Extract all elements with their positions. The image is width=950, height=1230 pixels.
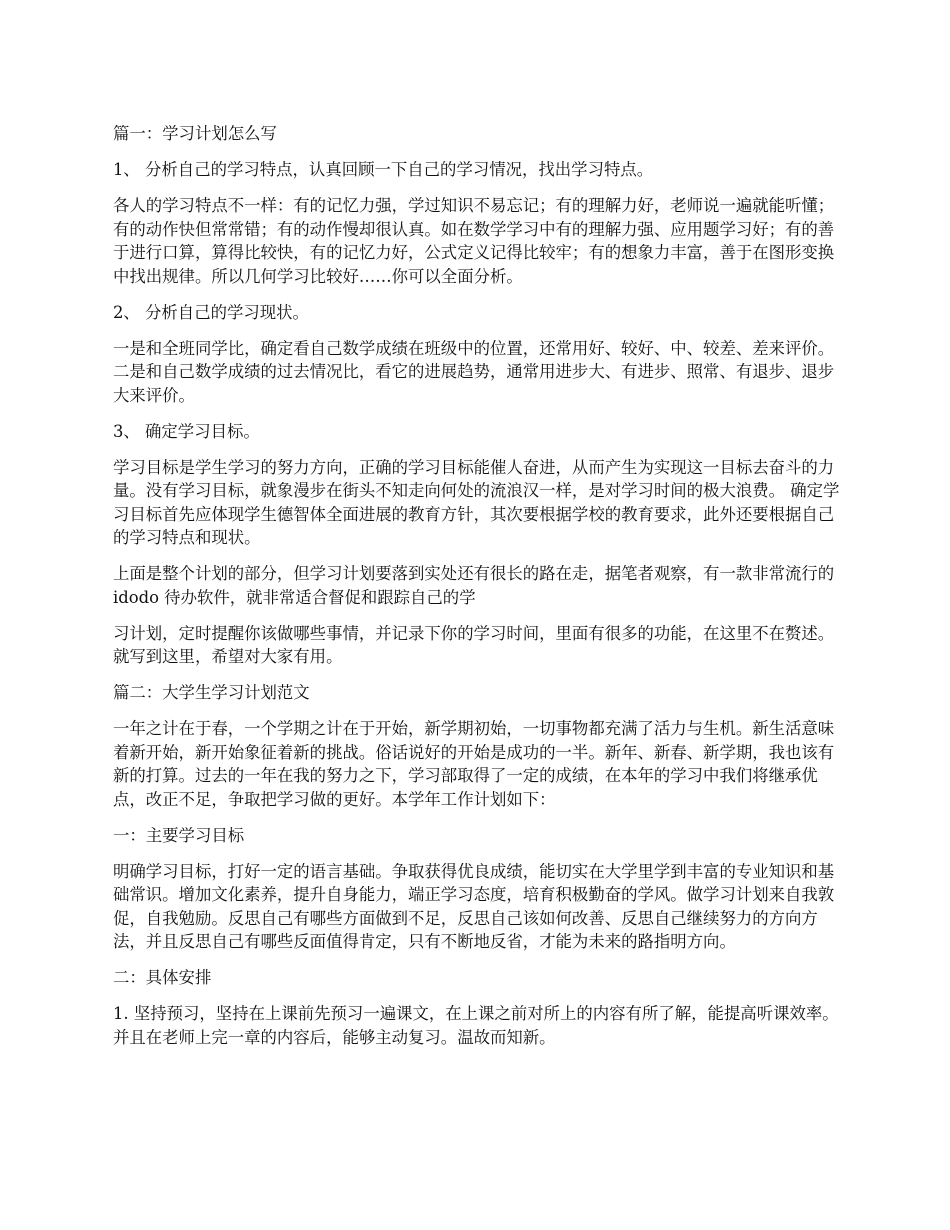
section-heading-part-two: 篇二：大学生学习计划范文 [113, 683, 310, 702]
subheading-arrangement: 二：具体安排 [113, 968, 212, 987]
body-paragraph: 上面是整个计划的部分，但学习计划要落到实处还有很长的路在走，据笔者观察，有一款非常流行的 idodo 待办软件，就非常适合督促和跟踪自己的学 [113, 564, 835, 607]
body-paragraph: 一是和全班同学比，确定看自己数学成绩在班级中的位置，还常用好、较好、中、较差、差来评价。二是和自己数学成绩的过去情况比，看它的进展趋势，通常用进步大、有进步、照常、有退步、退步大来评价。 [113, 338, 835, 405]
document-body [113, 122, 843, 1062]
body-paragraph: 1. 坚持预习，坚持在上课前先预习一遍课文，在上课之前对所上的内容有所了解，能提高听课效率。并且在老师上完一章的内容后，能够主动复习。温故而知新。 [113, 1004, 839, 1047]
body-paragraph: 一年之计在于春，一个学期之计在于开始，新学期初始，一切事物都充满了活力与生机。新生活意味着新开始，新开始象征着新的挑战。俗话说好的开始是成功的一半。新年、新春、新学期，我也该有新的打算。过去的一年在我的努力之下，学习部取得了一定的成绩，在本年的学习中我们将继承优点，改正不足，争取把学习做的更好。本学年工作计划如下： [113, 719, 835, 809]
numbered-item-2: 2、 分析自己的学习现状。 [113, 302, 309, 322]
numbered-item-1: 1、 分析自己的学习特点，认真回顾一下自己的学习情况，找出学习特点。 [113, 160, 654, 179]
body-paragraph: 明确学习目标，打好一定的语言基础。争取获得优良成绩，能切实在大学里学到丰富的专业知识和基础常识。增加文化素养，提升自身能力，端正学习态度，培育积极勤奋的学风。做学习计划来自我敦促，自我勉励。反思自己有哪些方面做到不足，反思自己该如何改善、反思自己继续努力的方向方法，并且反思自己有哪些反面值得肯定，只有不断地反省，才能为未来的路指明方向。 [113, 861, 835, 951]
subheading-main-goals: 一：主要学习目标 [113, 825, 245, 845]
body-paragraph: 学习目标是学生学习的努力方向，正确的学习目标能催人奋进，从而产生为实现这一目标去奋斗的力量。没有学习目标，就象漫步在街头不知走向何处的流浪汉一样，是对学习时间的极大浪费。 确定学习目标首先应体现学生德智体全面进展的教育方针，其次要根据学校的教育要求，此外还要根据自己的学习特点和现状。 [113, 457, 840, 547]
body-paragraph: 各人的学习特点不一样：有的记忆力强，学过知识不易忘记；有的理解力好，老师说一遍就能听懂；有的动作快但常常错；有的动作慢却很认真。如在数学学习中有的理解力强、应用题学习好；有的善于进行口算，算得比较快，有的记忆力好，公式定义记得比较牢；有的想象力丰富，善于在图形变换中找出规律。所以几何学习比较好……你可以全面分析。 [113, 196, 835, 286]
section-heading-part-one: 篇一：学习计划怎么写 [113, 124, 277, 143]
numbered-item-3: 3、 确定学习目标。 [113, 421, 260, 441]
body-paragraph: 习计划，定时提醒你该做哪些事情，并记录下你的学习时间，里面有很多的功能，在这里不在赘述。就写到这里，希望对大家有用。 [113, 623, 835, 666]
